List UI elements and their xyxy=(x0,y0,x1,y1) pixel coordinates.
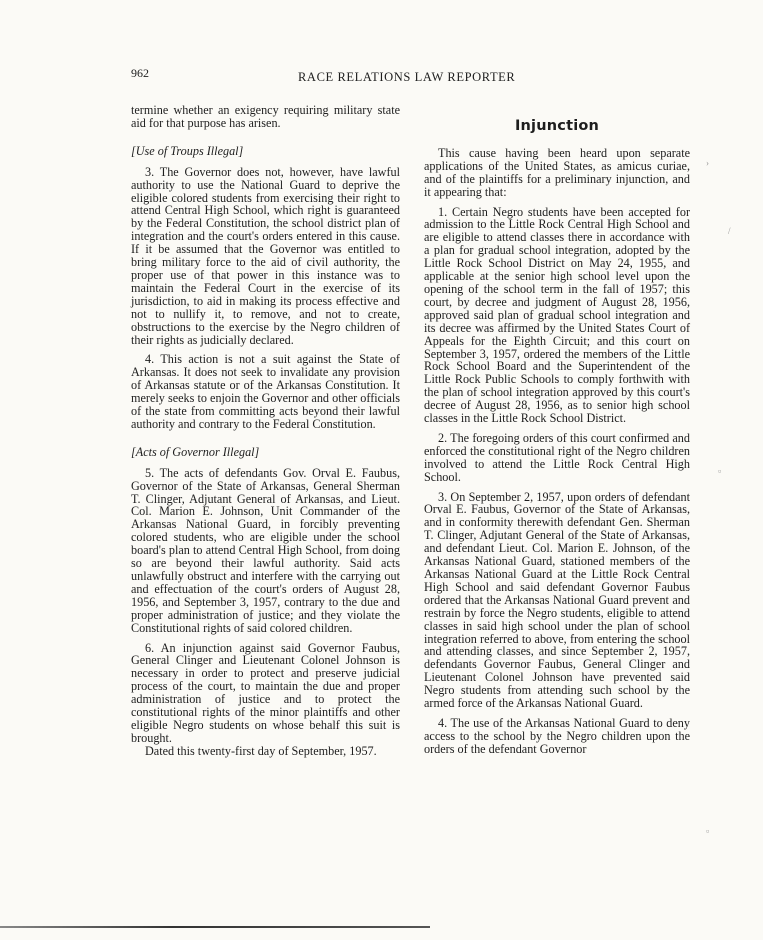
paragraph-5-left: 5. The acts of defendants Gov. Orval E. Faubus, Governor of the State of Arkansas, General Sherman T. Clinger, Adjutant General of Arkansas, and Lieut. Col. Marion E. Johnson, Unit Commander of the Arkansas National Guard, in forcibly preventing colored students, who are eligible under the school board's plan to attend Central High School, from doing so are beyond their lawful authority. Said acts unlawfully obstruct and interfere with the carrying out and effectuation of the court's orders of August 28, 1956, and September 3, 1957, contrary to the due and proper administration of justice; and they violate the Constitutional rights of said colored children. xyxy=(131,465,400,635)
scan-mark: › xyxy=(706,158,709,168)
paragraph-4-left: 4. This action is not a suit against the State of Arkansas. It does not seek to invalidate any provision of Arkansas statute or of the Arkansas Constitution. It merely seeks to enjoin the Governor and other officials of the state from committing acts beyond their lawful authority and contrary to the Federal Constitution. xyxy=(131,352,400,431)
scan-mark: ▫ xyxy=(706,826,710,836)
paragraph-2-right: 2. The foregoing orders of this court confirmed and enforced the constitutional right of the Negro children involved to attend the Little Rock Central High School. xyxy=(424,430,690,484)
subhead-acts-of-governor: [Acts of Governor Illegal] xyxy=(131,444,260,459)
carry-over-paragraph: termine whether an exigency requiring military state aid for that purpose has arisen. xyxy=(131,103,400,130)
paragraph-3-left: 3. The Governor does not, however, have lawful authority to use the National Guard to deprive the eligible colored students from exercising their right to attend Central High School, which right is guaranteed by the Federal Constitution, the school district plan of integration and the court's orders entered in this cause. If it be assumed that the Governor was entitled to bring military force to the aid of civil authority, the proper use of that power in this instance was to maintain the Federal Court in the exercise of its jurisdiction, to aid in making its process effective and not to nullify it, to remove, and not to create, obstructions to the exercise by the Negro children of their rights as judicially declared. xyxy=(131,164,400,347)
right-column xyxy=(424,118,690,756)
dated-line: Dated this twenty-first day of September, 1957. xyxy=(145,743,377,758)
paragraph-6-left: 6. An injunction against said Governor Faubus, General Clinger and Lieutenant Colonel Johnson is necessary in order to protect and preserve judicial process of the court, to maintain the due and proper administration of justice and to protect the constitutional rights of the minor plaintiffs and other eligible Negro students on whose behalf this suit is brought. xyxy=(131,640,400,745)
running-head: RACE RELATIONS LAW REPORTER xyxy=(298,70,516,84)
bottom-rule xyxy=(0,926,430,928)
scan-mark: / xyxy=(728,226,731,236)
page-number: 962 xyxy=(131,66,149,80)
left-column xyxy=(131,104,400,758)
scan-mark: ▫ xyxy=(718,466,722,476)
paragraph-1-right: 1. Certain Negro students have been accepted for admission to the Little Rock Central High School and are eligible to attend classes there in accordance with a plan for gradual school integration, adopted by the Little Rock School District on May 24, 1955, and applicable at the senior high school level upon the opening of the school term in the fall of 1957; this court, by decree and judgment of August 28, 1956, approved said plan of gradual school integration and its decree was affirmed by the United States Court of Appeals for the Eighth Circuit; and this court on September 3, 1957, ordered the members of the Little Rock School Board and the Superintendent of the Little Rock Public Schools to comply forthwith with the plan of school integration approved by this court's decree of August 28, 1956, as to senior high school classes in the Little Rock School District. xyxy=(424,204,690,426)
paragraph-3-right: 3. On September 2, 1957, upon orders of defendant Orval E. Faubus, Governor of the State of Arkansas, and in conformity therewith defendant Gen. Sherman T. Clinger, Adjutant General of the State of Arkansas, and defendant Lieut. Col. Marion E. Johnson, of the Arkansas National Guard, stationed members of the Arkansas National Guard at the Little Rock Central High School and said defendant Governor Faubus ordered that the Arkansas National Guard prevent and restrain by force the Negro students, eligible to attend classes in said high school under the plan of school integration referred to above, from entering the school and attending classes, and since September 2, 1957, defendants Governor Faubus, General Clinger and Lieutenant Colonel Johnson have prevented said Negro students from attending such school by the armed force of the Arkansas National Guard. xyxy=(424,489,690,711)
injunction-intro: This cause having been heard upon separate applications of the United States, as amicus curiae, and of the plaintiffs for a preliminary injunction, and it appearing that: xyxy=(424,145,690,199)
injunction-heading: Injunction xyxy=(514,118,600,134)
paragraph-4-right: 4. The use of the Arkansas National Guard to deny access to the school by the Negro children upon the orders of the defendant Governor xyxy=(424,715,690,756)
subhead-use-of-troops: [Use of Troups Illegal] xyxy=(131,143,244,158)
